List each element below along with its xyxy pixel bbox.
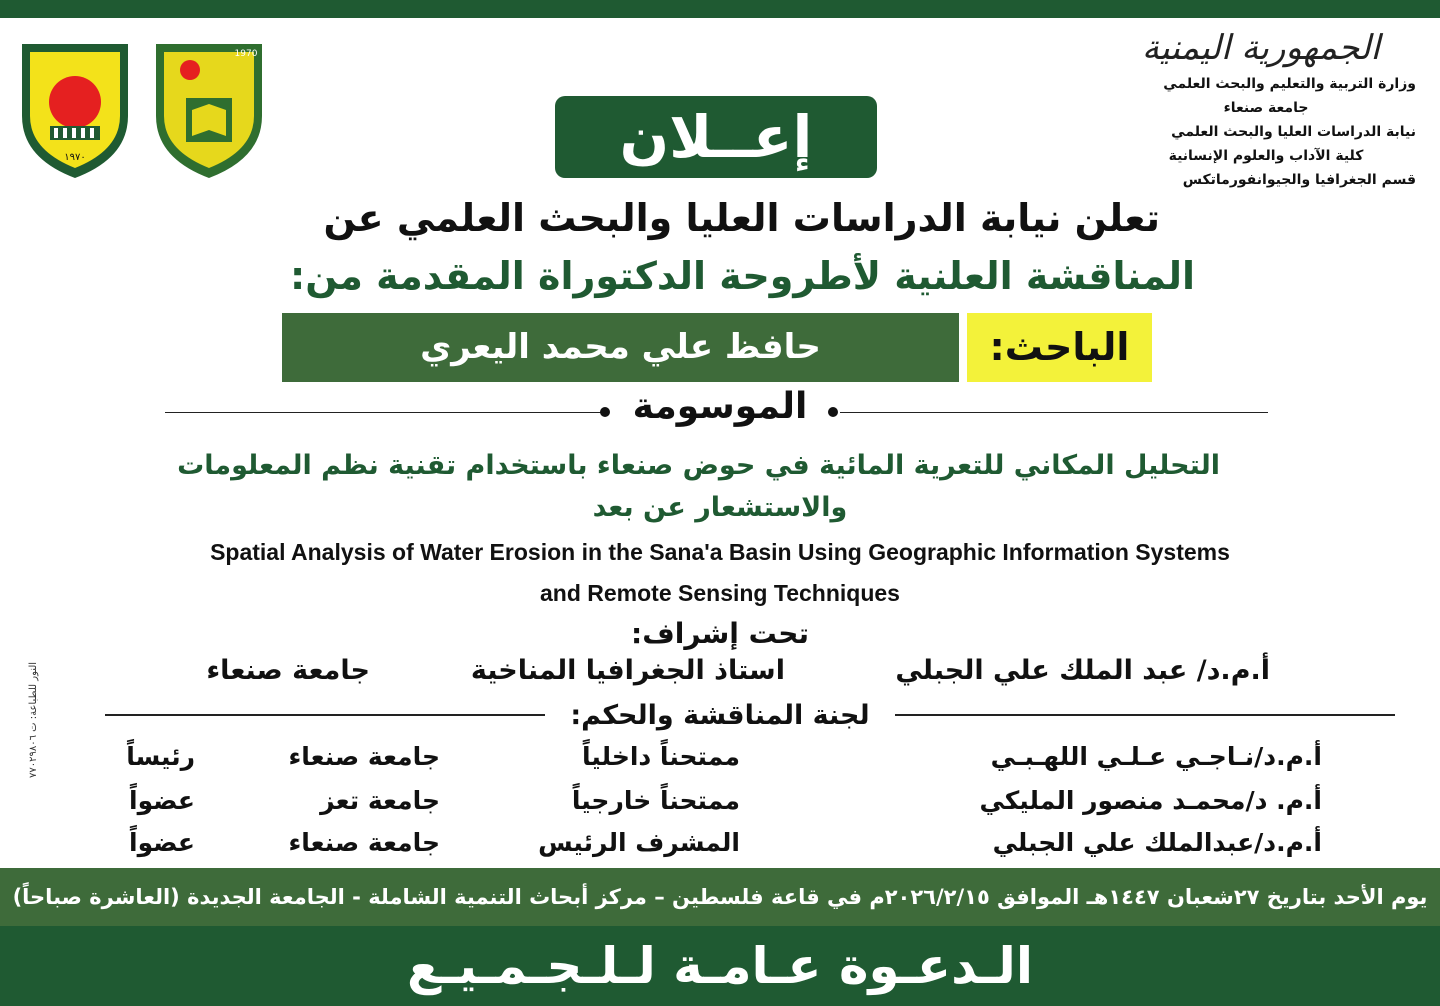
member-university: جامعة صنعاء (288, 742, 440, 771)
titled-label: الموسومة (632, 386, 808, 427)
member-university: جامعة تعز (320, 786, 440, 815)
english-title-line-2: and Remote Sensing Techniques (540, 580, 900, 606)
committee-divider-right (895, 714, 1395, 716)
member-role: المشرف الرئيس (538, 828, 740, 857)
member-position: عضواً (129, 786, 195, 815)
supervisor-title: استاذ الجغرافيا المناخية (470, 655, 785, 686)
date-location-bar: يوم الأحد بتاريخ ٢٧شعبان ١٤٤٧هـ الموافق ٢٠٢٦/٢/١٥م في قاعة فلسطين – مركز أبحاث التنمية الشاملة - الجامعة الجديدة (العاشرة صباحاً) (0, 868, 1440, 926)
supervisor-name: أ.م.د/ عبد الملك علي الجبلي (895, 655, 1270, 686)
member-position: عضواً (129, 828, 195, 857)
committee-divider-left (105, 714, 545, 716)
divider-dot-left (600, 407, 610, 417)
university-logo (16, 36, 134, 181)
member-role: ممتحناً خارجياً (571, 786, 740, 815)
announcement-badge: إعــلان (555, 96, 877, 178)
announcement-line-2: المناقشة العلنية لأطروحة الدكتوراة المقدمة من: (290, 254, 1195, 298)
member-university: جامعة صنعاء (288, 828, 440, 857)
supervision-label: تحت إشراف: (631, 617, 809, 650)
arabic-title-line-2: والاستشعار عن بعد (592, 492, 848, 523)
researcher-name: حافظ علي محمد اليعري (282, 313, 959, 382)
announcement-line-1: تعلن نيابة الدراسات العليا والبحث العلمي عن (323, 196, 1160, 240)
vice-presidency-line: نيابة الدراسات العليا والبحث العلمي (1171, 124, 1416, 140)
divider-right (840, 412, 1268, 413)
divider-left (165, 412, 605, 413)
member-name: أ.م. د/محمـد منصور المليكي (979, 786, 1322, 815)
header-block (1116, 28, 1416, 192)
member-position: رئيساً (126, 742, 195, 771)
printer-note: النور للطباعة: ت ٧٧٠٢٩٨٠٦ (28, 661, 39, 779)
left-logo-year: ١٩٧٠ (64, 152, 86, 163)
top-bar (0, 0, 1440, 18)
member-name: أ.م.د/عبدالملك علي الجبلي (992, 828, 1322, 857)
member-name: أ.م.د/نـاجـي عـلـي اللهـبـي (990, 742, 1322, 771)
english-title-line-1: Spatial Analysis of Water Erosion in the Sana'a Basin Using Geographic Information Systems (210, 539, 1230, 565)
divider-dot-right (828, 407, 838, 417)
supervisor-university: جامعة صنعاء (206, 655, 370, 686)
faculty-logo (150, 36, 268, 181)
faculty-line: كلية الآداب والعلوم الإنسانية (1168, 148, 1364, 164)
committee-label: لجنة المناقشة والحكم: (570, 700, 870, 731)
english-title (100, 532, 1340, 614)
university-line: جامعة صنعاء (1223, 100, 1309, 116)
researcher-label: الباحث: (967, 313, 1152, 382)
department-line: قسم الجغرافيا والجيوانفورماتكس (1182, 172, 1416, 188)
ministry-line: وزارة التربية والتعليم والبحث العلمي (1163, 76, 1416, 92)
republic-title: الجمهورية اليمنية (1141, 28, 1381, 68)
arabic-title-line-1: التحليل المكاني للتعرية المائية في حوض صنعاء باستخدام تقنية نظم المعلومات (177, 450, 1220, 481)
right-logo-year: 1970 (234, 49, 258, 59)
invitation-banner: الـدعـوة عـامـة لـلـجـمـيـع (0, 926, 1440, 1006)
member-role: ممتحناً داخلياً (582, 742, 740, 771)
